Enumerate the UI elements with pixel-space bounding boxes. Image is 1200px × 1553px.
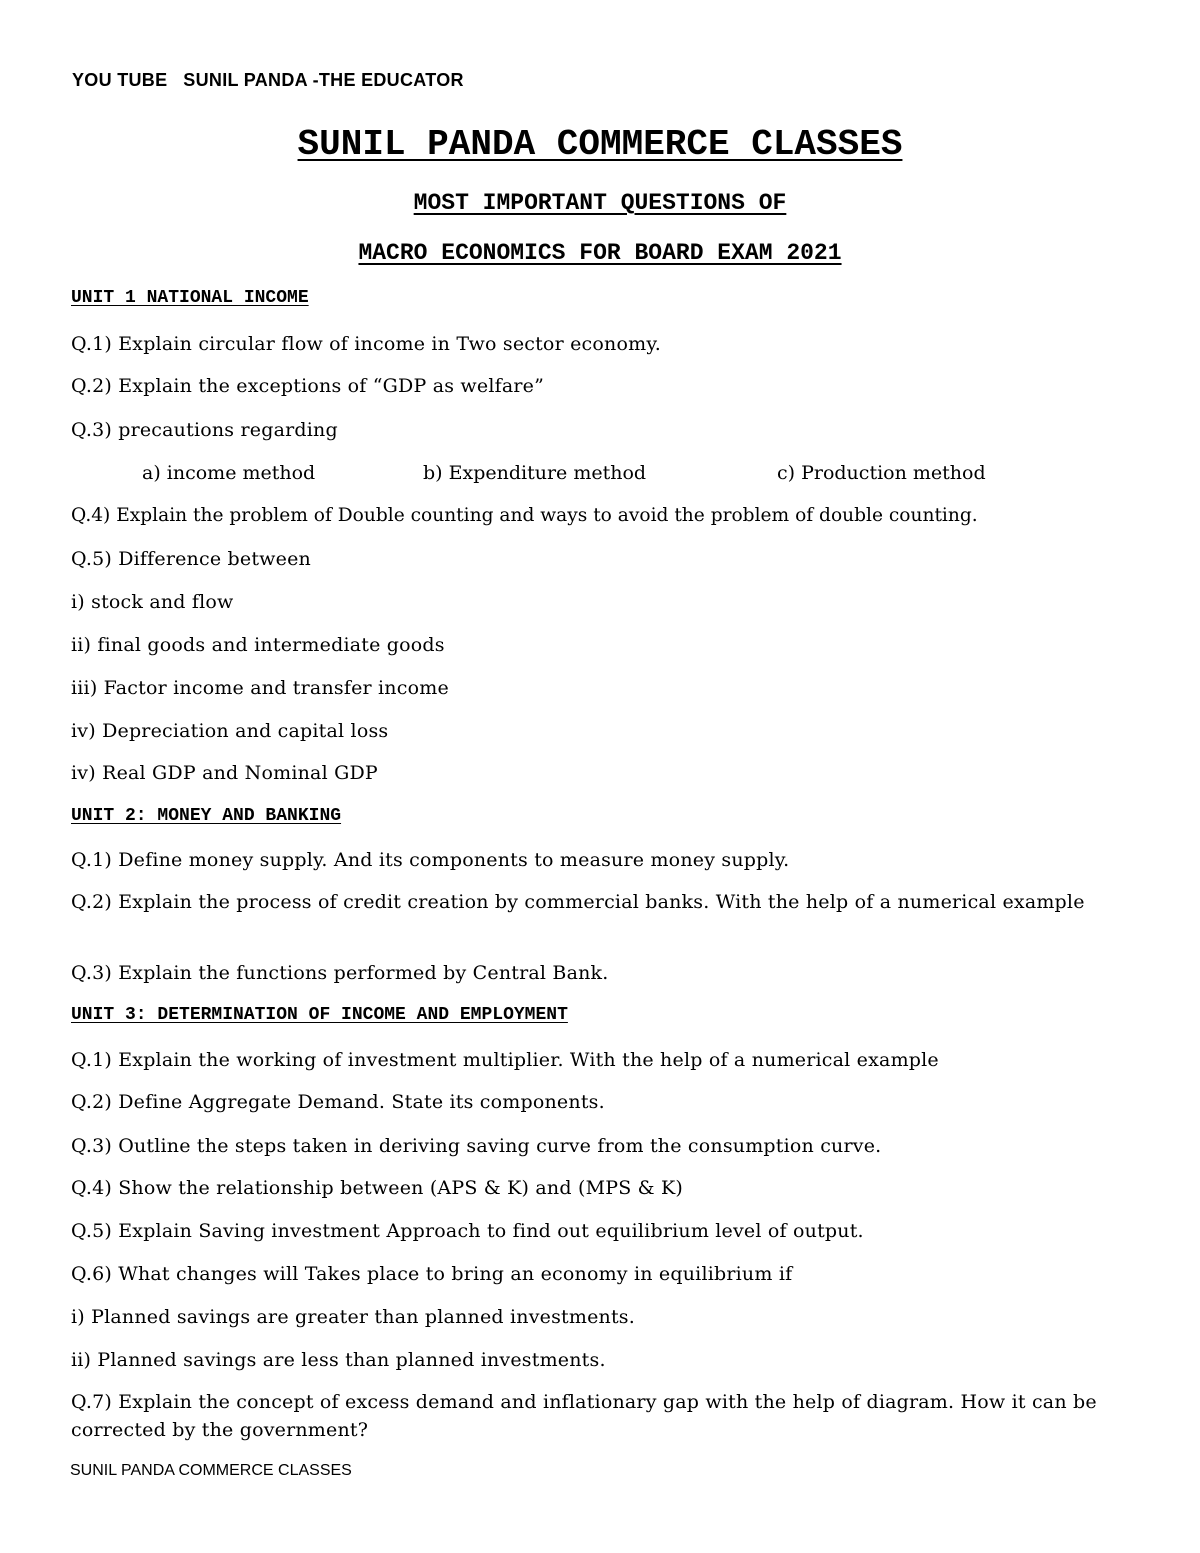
unit2-q3: Q.3) Explain the functions performed by Central Bank. (71, 962, 609, 984)
unit1-q5-item-3: iii) Factor income and transfer income (71, 677, 449, 699)
unit3-q6-item-1: i) Planned savings are greater than planned investments. (71, 1306, 635, 1328)
unit3-q4: Q.4) Show the relationship between (APS & K) and (MPS & K) (71, 1177, 684, 1199)
unit3-heading: UNIT 3: DETERMINATION OF INCOME AND EMPLOYMENT (71, 1005, 568, 1025)
unit2-q1: Q.1) Define money supply. And its components to measure money supply. (71, 849, 790, 871)
unit3-q5: Q.5) Explain Saving investment Approach to find out equilibrium level of output. (71, 1220, 864, 1242)
unit1-q5-item-2: ii) final goods and intermediate goods (71, 634, 445, 656)
unit1-q3-option-c: c) Production method (777, 462, 986, 484)
unit1-q5-item-5: iv) Real GDP and Nominal GDP (71, 762, 378, 784)
unit1-q1: Q.1) Explain circular flow of income in Two sector economy. (71, 333, 661, 355)
unit3-q7: Q.7) Explain the concept of excess demand and inflationary gap with the help of diagram. How it can be corrected by the government? (71, 1391, 1097, 1441)
unit1-q4: Q.4) Explain the problem of Double counting and ways to avoid the problem of double counting. (71, 505, 978, 526)
page-title: SUNIL PANDA COMMERCE CLASSES (297, 124, 903, 165)
subtitle-line-1: MOST IMPORTANT QUESTIONS OF (413, 190, 787, 216)
subtitle-line-2: MACRO ECONOMICS FOR BOARD EXAM 2021 (358, 240, 842, 266)
unit1-q3: Q.3) precautions regarding (71, 419, 338, 441)
unit1-heading: UNIT 1 NATIONAL INCOME (71, 288, 309, 308)
unit3-q2: Q.2) Define Aggregate Demand. State its components. (71, 1091, 605, 1113)
unit3-q3: Q.3) Outline the steps taken in deriving saving curve from the consumption curve. (71, 1135, 882, 1157)
unit2-q2: Q.2) Explain the process of credit creation by commercial banks. With the help of a numerical example (71, 891, 1085, 913)
unit1-q2: Q.2) Explain the exceptions of “GDP as welfare” (71, 375, 545, 397)
channel-header: YOU TUBE SUNIL PANDA -THE EDUCATOR (72, 70, 464, 90)
unit2-heading: UNIT 2: MONEY AND BANKING (71, 806, 342, 826)
unit3-q6-item-2: ii) Planned savings are less than planned investments. (71, 1349, 606, 1371)
unit1-q5-item-1: i) stock and flow (71, 591, 234, 613)
unit3-q6: Q.6) What changes will Takes place to bring an economy in equilibrium if (71, 1263, 793, 1285)
unit1-q3-option-b: b) Expenditure method (423, 462, 647, 484)
page-footer: SUNIL PANDA COMMERCE CLASSES (70, 1462, 352, 1479)
unit1-q5: Q.5) Difference between (71, 548, 311, 570)
unit1-q5-item-4: iv) Depreciation and capital loss (71, 720, 389, 742)
unit1-q3-option-a: a) income method (142, 462, 316, 484)
unit3-q1: Q.1) Explain the working of investment multiplier. With the help of a numerical example (71, 1049, 939, 1071)
